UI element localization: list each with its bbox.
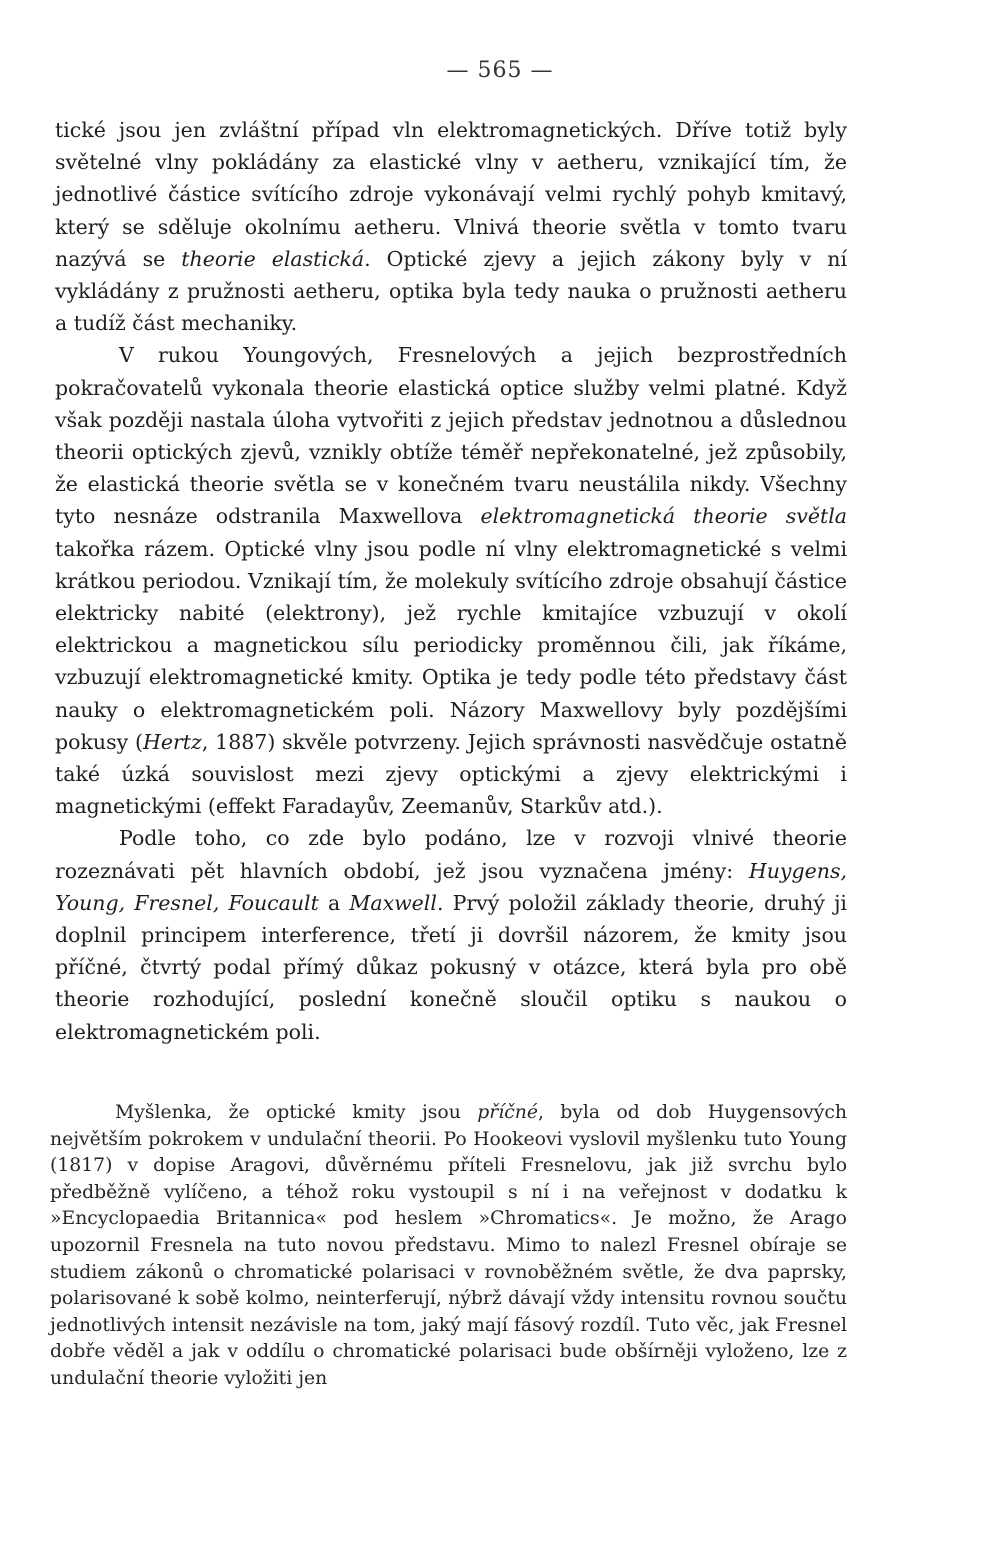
text-segment: , byla od dob Huygensových největším pokrokem v undulační theorii. Po Hookeovi vyslovil myšlenku tuto Young (1817) v dopise Aragovi, důvěrnému příteli Fresnelovu, jak již svrchu bylo předběžně vylíčeno, a téhož roku vystoupil s ní i na veřejnost v dodatku k »Encyclopaedia Britannica« pod heslem »Chromatics«. Je možno, že Arago upozornil Fresnela na tuto novou představu. Mimo to nalezl Fresnel obíraje se studiem zákonů o chromatické polarisaci v rovnoběžném světle, že dva paprsky, polarisované k sobě kolmo, neinterferují, nýbrž dávají vždy intensitu rovnou součtu jednotlivých intensit nezávisle na tom, jaký mají fásový rozdíl. Tuto věc, jak Fresnel dobře věděl a jak v oddílu o chromatické polarisaci bude obšírněji vyloženo, lze z undulační theorie vyložiti jen [50,1102,847,1389]
text-segment: a [318,890,350,915]
paragraph-five-periods [55,822,847,1047]
text-segment: Podle toho, co zde bylo podáno, lze v rozvoji vlnivé theorie rozeznávati pět hlavních období, jež jsou vyznačena jmény: [55,826,847,883]
fine-print-paragraph [50,1100,847,1393]
italic-name: Maxwell [349,890,437,915]
text-segment: , 1887) skvěle potvrzeny. Jejich správnosti nasvědčuje ostatně také úzká souvislost mezi zjevy optickými a zjevy elektrickými i magnetickými (effekt Faradayův, Zeemanův, Starkův atd.). [55,729,847,819]
italic-term: elektromagnetická theorie světla [480,504,847,529]
text-segment: Myšlenka, že optické kmity jsou [115,1102,478,1123]
text-segment: tické jsou jen zvláštní případ vln elektromagnetických. Dříve totiž byly světelné vlny pokládány za elastické vlny v aetheru, vznikající tím, že jednotlivé částice svítícího zdroje vykonávají velmi rychlý pohyb kmitavý, který se sděluje okolnímu aetheru. Vlnivá theorie světla v tomto tvaru nazývá se [55,118,847,271]
paragraph-elastic-theory [55,114,847,339]
text-segment: . Prvý položil základy theorie, druhý ji doplnil principem interference, třetí ji dovršil názorem, že kmity jsou příčné, čtvrtý podal přímý důkaz pokusný v otázce, která byla pro obě theorie rozhodující, poslední konečně sloučil optiku s naukou o elektromagnetickém poli. [55,890,847,1044]
paragraph-maxwell-theory [55,339,847,822]
italic-term: příčné [477,1102,538,1123]
page-number: — 565 — [446,58,554,83]
text-segment: V rukou Youngových, Fresnelových a jejich bezprostředních pokračovatelů vykonala theorie elastická optice služby velmi platné. Když však později nastala úloha vytvořiti z jejich představ jednotnou a důslednou theorii optických zjevů, vznikly obtíže téměř nepřekonatelné, jež způsobily, že elastická theorie světla se v konečném tvaru neustálila nikdy. Všechny tyto nesnáze odstranila Maxwellova [55,343,847,529]
italic-name: Hertz [143,729,202,754]
italic-names: Huygens, Young, Fresnel, Foucault [55,858,847,915]
main-text [55,114,847,1048]
text-segment: takořka rázem. Optické vlny jsou podle ní vlny elektromagnetické s velmi krátkou periodou. Vznikají tím, že molekuly svítícího zdroje obsahují částice elektricky nabité (elektrony), jež rychle kmitajíce vzbuzují v okolí elektrickou a magnetickou sílu periodicky proměnnou čili, jak říkáme, vzbuzují elektromagnetické kmity. Optika je tedy podle této představy část nauky o elektromagnetickém poli. Názory Maxwellovy byly pozdějšími pokusy ( [55,536,847,754]
italic-term: theorie elastická [181,246,365,271]
text-segment: . Optické zjevy a jejich zákony byly v ní vykládány z pružnosti aetheru, optika byla tedy nauka o pružnosti aetheru a tudíž část mechaniky. [55,246,847,336]
